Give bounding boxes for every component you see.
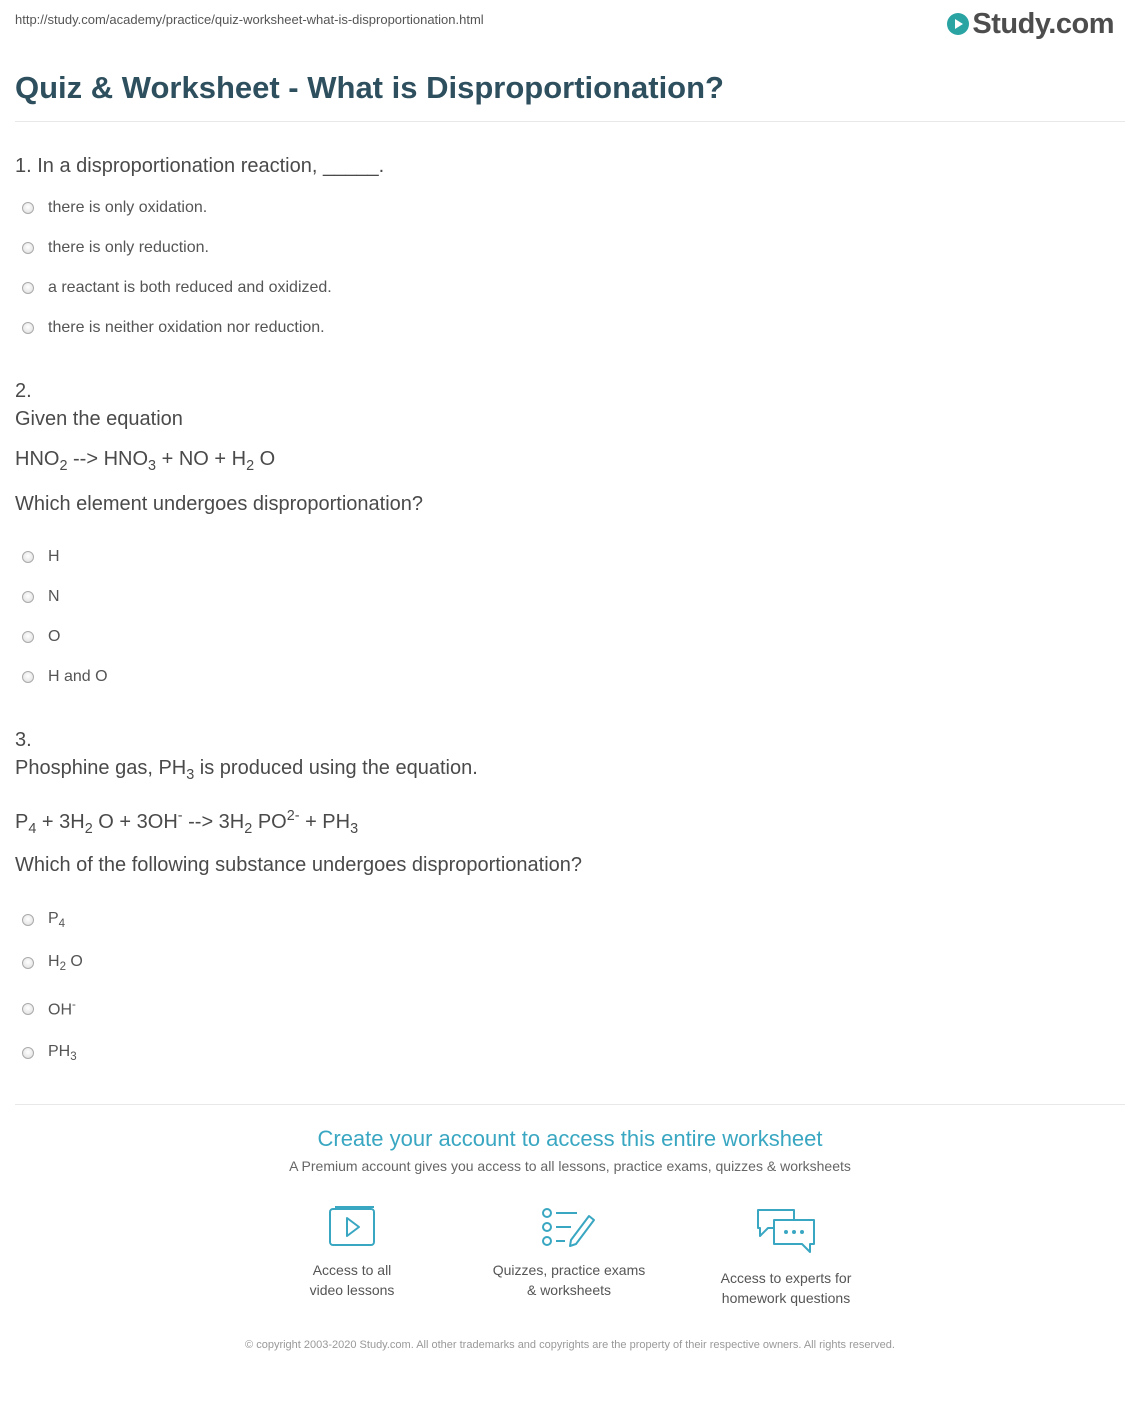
question-2-number: 2.: [15, 380, 32, 402]
option-label: OH-: [48, 999, 76, 1019]
radio-button[interactable]: [22, 322, 34, 334]
feature-line-1: Access to experts for: [720, 1270, 852, 1286]
question-2-text: Which element undergoes disproportionation?: [15, 493, 424, 515]
question-3-intro: Phosphine gas, $PH_3$ is produced using the equation.: [15, 757, 478, 784]
feature-line-2: & worksheets: [526, 1282, 612, 1298]
radio-button[interactable]: [22, 631, 34, 643]
option-label: a reactant is both reduced and oxidized.: [48, 279, 332, 296]
feature-quizzes: [469, 1206, 669, 1300]
video-play-icon: [252, 1206, 452, 1248]
copyright-footer: © copyright 2003-2020 Study.com. All other trademarks and copyrights are the property of their respective owners. All rights reserved.: [245, 1339, 895, 1351]
feature-line-2: video lessons: [309, 1282, 395, 1298]
answer-option[interactable]: [22, 319, 325, 337]
option-label: there is neither oxidation nor reduction.: [48, 319, 325, 336]
option-label: there is only reduction.: [48, 239, 209, 256]
radio-button[interactable]: [22, 914, 34, 926]
radio-button[interactable]: [22, 957, 34, 969]
question-2-equation: $HNO_2$ --> $HNO_3$ + NO + $H_2$ O: [15, 448, 276, 475]
question-3-text: Which of the following substance undergoes disproportionation?: [15, 854, 583, 876]
answer-option[interactable]: [22, 548, 60, 566]
radio-button[interactable]: [22, 202, 34, 214]
option-label: $P_4$: [48, 910, 66, 931]
answer-option[interactable]: [22, 953, 83, 973]
play-circle-icon: [947, 13, 969, 35]
study-logo[interactable]: [947, 8, 1114, 40]
radio-button[interactable]: [22, 1047, 34, 1059]
chat-bubbles-icon: [686, 1206, 886, 1256]
option-label: H: [48, 548, 60, 565]
question-number: 1.: [15, 155, 32, 177]
cta-subtitle: A Premium account gives you access to all lessons, practice exams, quizzes & worksheets: [289, 1158, 851, 1174]
page-url: http://study.com/academy/practice/quiz-worksheet-what-is-disproportionation.html: [15, 12, 484, 27]
feature-video-lessons: [252, 1206, 452, 1300]
feature-line-1: Access to all: [312, 1262, 392, 1278]
question-3-number: 3.: [15, 729, 32, 751]
option-label: O: [48, 628, 61, 645]
question-1: [15, 155, 384, 178]
answer-option[interactable]: [22, 588, 60, 606]
feature-experts: [686, 1206, 886, 1308]
quiz-checklist-icon: [469, 1206, 669, 1248]
answer-option[interactable]: [22, 279, 332, 297]
page-title: Quiz & Worksheet - What is Disproportionation?: [15, 70, 724, 105]
answer-option[interactable]: [22, 910, 65, 930]
cta-divider: [15, 1104, 1125, 1105]
answer-option[interactable]: [22, 1043, 77, 1063]
answer-option[interactable]: [22, 668, 108, 686]
option-label: $PH_3$: [48, 1043, 77, 1064]
radio-button[interactable]: [22, 242, 34, 254]
radio-button[interactable]: [22, 282, 34, 294]
radio-button[interactable]: [22, 551, 34, 563]
option-label: there is only oxidation.: [48, 199, 208, 216]
question-2-intro: Given the equation: [15, 408, 183, 430]
feature-line-1: Quizzes, practice exams: [492, 1262, 646, 1278]
option-label: H and O: [48, 668, 108, 685]
logo-text: Study.com: [972, 7, 1114, 40]
radio-button[interactable]: [22, 1003, 34, 1015]
answer-option[interactable]: [22, 999, 76, 1019]
title-divider: [15, 121, 1125, 122]
question-text: In a disproportionation reaction, _____.: [37, 155, 385, 177]
radio-button[interactable]: [22, 591, 34, 603]
option-label: $H_2$ O: [48, 953, 83, 974]
answer-option[interactable]: [22, 199, 207, 217]
answer-option[interactable]: [22, 628, 60, 646]
radio-button[interactable]: [22, 671, 34, 683]
option-label: N: [48, 588, 60, 605]
question-3-equation: $P_4 + 3H_2$ O + 3OH- --> $3H_2$ $PO^{2-} + PH_3$: [15, 808, 359, 837]
answer-option[interactable]: [22, 239, 209, 257]
feature-line-2: homework questions: [721, 1290, 851, 1306]
create-account-link[interactable]: Create your account to access this entire worksheet: [317, 1126, 823, 1151]
